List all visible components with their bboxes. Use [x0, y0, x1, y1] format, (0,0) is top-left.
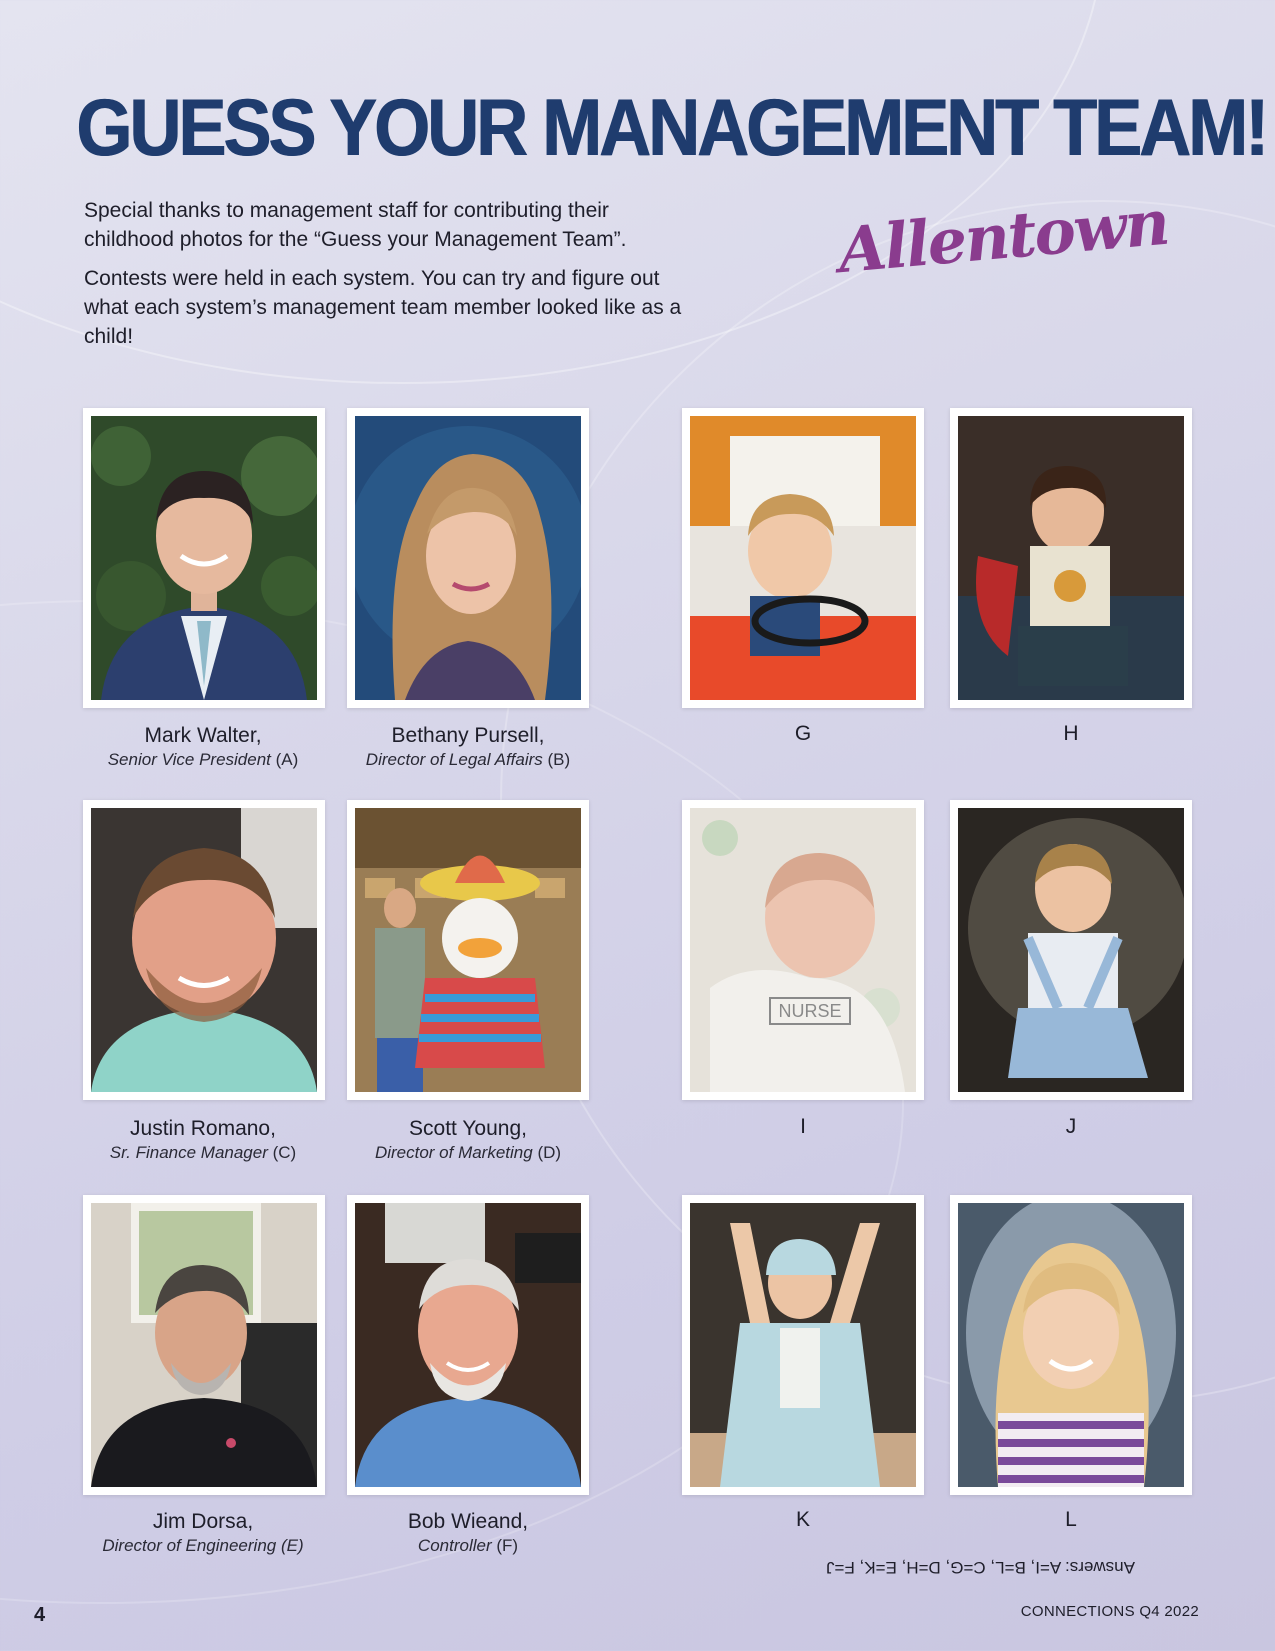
photo-card-c — [83, 800, 325, 1100]
photo-card-f — [347, 1195, 589, 1495]
person-role: Director of Legal Affairs (B) — [365, 750, 571, 769]
photo-card-j — [950, 800, 1192, 1100]
child-photo-i — [690, 808, 916, 1092]
caption-f — [333, 1508, 603, 1557]
photo-card-b — [347, 408, 589, 708]
child-photo-l — [958, 1203, 1184, 1487]
photo-card-k — [682, 1195, 924, 1495]
answers-upside-down: Answers: A=I, B=L, C=G, D=H, E=K, F=J — [826, 1558, 1135, 1577]
child-photo-k — [690, 1203, 916, 1487]
person-name: Jim Dorsa, — [152, 1510, 254, 1533]
child-label-h: H — [1063, 722, 1079, 745]
photo-card-l — [950, 1195, 1192, 1495]
caption-d — [333, 1115, 603, 1164]
person-role: Director of Engineering (E) — [102, 1536, 304, 1555]
person-role: Sr. Finance Manager (C) — [109, 1143, 297, 1162]
person-role: Director of Marketing (D) — [374, 1143, 562, 1162]
child-photo-j — [958, 808, 1184, 1092]
child-label-j: J — [1065, 1115, 1077, 1138]
photo-card-h — [950, 408, 1192, 708]
photo-card-a — [83, 408, 325, 708]
portrait-photo-d — [355, 808, 581, 1092]
intro-paragraph-1: Special thanks to management staff for contributing their childhood photos for the “Guess your Management Team”. — [84, 199, 627, 251]
person-name: Justin Romano, — [130, 1117, 276, 1140]
portrait-photo-e — [91, 1203, 317, 1487]
photo-card-g — [682, 408, 924, 708]
person-name: Bethany Pursell, — [391, 724, 545, 747]
page-title: GUESS YOUR MANAGEMENT TEAM! — [76, 83, 1266, 173]
caption-c — [68, 1115, 338, 1164]
location-script-heading: Allentown — [835, 185, 1171, 288]
photo-card-d — [347, 800, 589, 1100]
intro-text — [84, 196, 704, 361]
child-label-l: L — [1065, 1508, 1077, 1531]
footer-publication: CONNECTIONS Q4 2022 — [1020, 1603, 1199, 1620]
child-photo-h — [958, 416, 1184, 700]
caption-a — [68, 722, 338, 771]
portrait-photo-f — [355, 1203, 581, 1487]
svg-text:NURSE: NURSE — [778, 1001, 842, 1021]
intro-paragraph-2: Contests were held in each system. You can try and figure out what each system’s management team member looked like as a child! — [84, 267, 682, 348]
child-label-g: G — [794, 722, 812, 745]
person-name: Bob Wieand, — [407, 1510, 529, 1533]
child-label-i: I — [800, 1115, 806, 1138]
person-role: Senior Vice President (A) — [107, 750, 299, 769]
caption-e — [68, 1508, 338, 1557]
child-label-k: K — [795, 1508, 810, 1531]
page-number: 4 — [34, 1604, 46, 1626]
child-photo-g — [690, 416, 916, 700]
caption-b — [333, 722, 603, 771]
person-name: Scott Young, — [409, 1117, 527, 1140]
portrait-photo-c — [91, 808, 317, 1092]
portrait-photo-b — [355, 416, 581, 700]
photo-card-i — [682, 800, 924, 1100]
person-role: Controller (F) — [417, 1536, 519, 1555]
person-name: Mark Walter, — [144, 724, 262, 747]
photo-card-e — [83, 1195, 325, 1495]
portrait-photo-a — [91, 416, 317, 700]
